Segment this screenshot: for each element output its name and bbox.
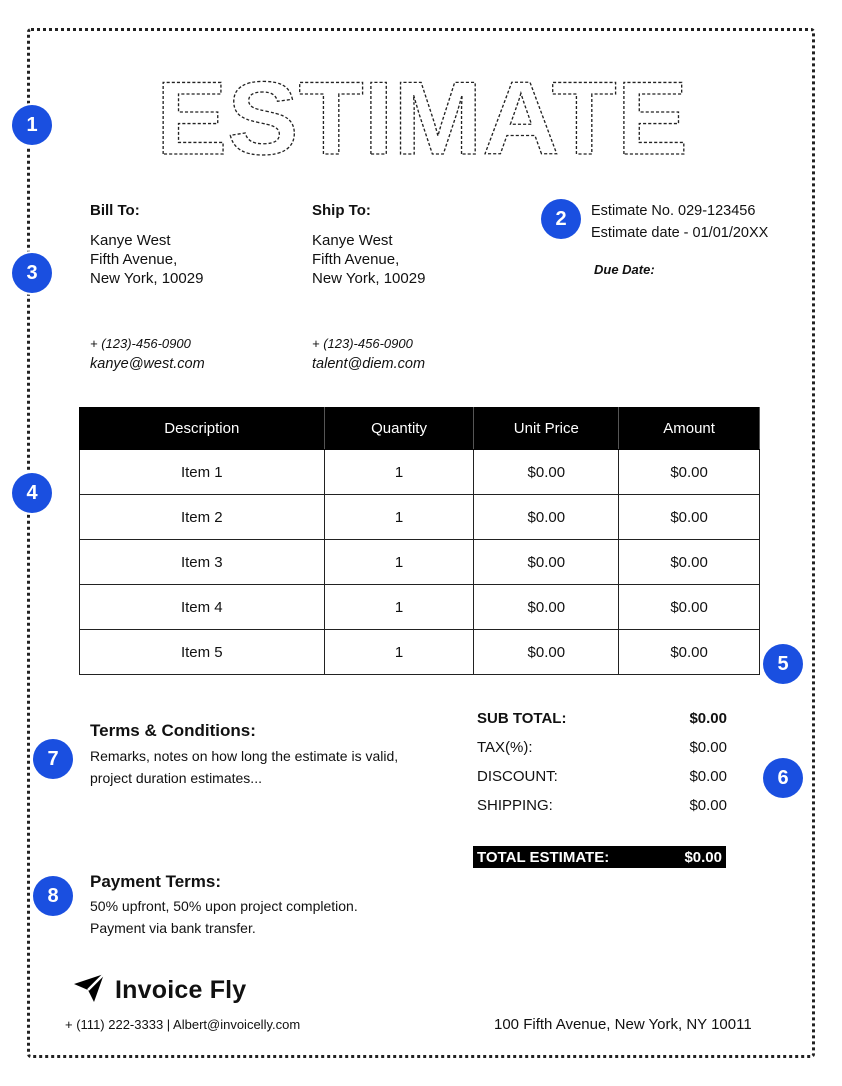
marker-2: 2 — [541, 199, 581, 239]
brand-name: Invoice Fly — [115, 976, 247, 1004]
tax-label: TAX(%): — [477, 739, 533, 756]
item-description: Item 4 — [80, 585, 325, 630]
ship-to-address: Kanye West Fifth Avenue, New York, 10029 — [312, 232, 426, 287]
terms-title: Terms & Conditions: — [90, 721, 256, 740]
column-header: Description — [80, 408, 325, 450]
bill-to-phone: + (123)-456-0900 — [90, 336, 191, 351]
column-header: Unit Price — [474, 408, 619, 450]
tax-row — [477, 733, 727, 762]
item-description: Item 1 — [80, 450, 325, 495]
bill-to-address: Kanye West Fifth Avenue, New York, 10029 — [90, 232, 204, 287]
item-amount: $0.00 — [619, 450, 760, 495]
ship-to-phone: + (123)-456-0900 — [312, 336, 413, 351]
item-amount: $0.00 — [619, 630, 760, 675]
item-amount: $0.00 — [619, 495, 760, 540]
estimate-date: Estimate date - 01/01/20XX — [591, 225, 769, 241]
table-row — [80, 585, 760, 630]
marker-7: 7 — [33, 739, 73, 779]
shipping-value: $0.00 — [689, 797, 727, 814]
brand-logo — [72, 972, 246, 1009]
bill-to-label: Bill To: — [90, 202, 140, 219]
paper-plane-icon — [72, 972, 106, 1009]
discount-label: DISCOUNT: — [477, 768, 558, 785]
tax-value: $0.00 — [689, 739, 727, 756]
subtotal-row — [477, 704, 727, 733]
item-quantity: 1 — [324, 495, 474, 540]
item-quantity: 1 — [324, 540, 474, 585]
table-row — [80, 540, 760, 585]
item-unit-price: $0.00 — [474, 450, 619, 495]
due-date-label: Due Date: — [594, 262, 655, 277]
shipping-row — [477, 791, 727, 820]
ship-to-contact — [312, 333, 425, 375]
ship-to-label: Ship To: — [312, 202, 371, 219]
item-unit-price: $0.00 — [474, 585, 619, 630]
item-quantity: 1 — [324, 450, 474, 495]
item-description: Item 2 — [80, 495, 325, 540]
item-description: Item 3 — [80, 540, 325, 585]
column-header: Amount — [619, 408, 760, 450]
item-unit-price: $0.00 — [474, 540, 619, 585]
bill-to-contact — [90, 333, 205, 375]
payment-terms-title: Payment Terms: — [90, 872, 222, 891]
item-quantity: 1 — [324, 585, 474, 630]
marker-1: 1 — [12, 105, 52, 145]
marker-8: 8 — [33, 876, 73, 916]
shipping-label: SHIPPING: — [477, 797, 553, 814]
footer-contact: + (111) 222-3333 | Albert@invoicelly.com — [65, 1017, 301, 1032]
discount-row — [477, 762, 727, 791]
total-estimate-bar — [473, 846, 726, 868]
document-title — [150, 70, 695, 165]
terms-body: Remarks, notes on how long the estimate is valid, project duration estimates... — [90, 748, 399, 786]
subtotal-label: SUB TOTAL: — [477, 710, 567, 727]
estimate-meta — [591, 200, 768, 244]
table-header-row — [80, 408, 760, 450]
marker-3: 3 — [12, 253, 52, 293]
marker-6: 6 — [763, 758, 803, 798]
item-amount: $0.00 — [619, 585, 760, 630]
total-estimate-label: TOTAL ESTIMATE: — [477, 848, 610, 866]
total-estimate-value: $0.00 — [684, 848, 722, 866]
item-unit-price: $0.00 — [474, 495, 619, 540]
column-header: Quantity — [324, 408, 474, 450]
item-quantity: 1 — [324, 630, 474, 675]
marker-4: 4 — [12, 473, 52, 513]
totals-section — [477, 704, 727, 820]
item-amount: $0.00 — [619, 540, 760, 585]
item-unit-price: $0.00 — [474, 630, 619, 675]
table-row — [80, 495, 760, 540]
table-row — [80, 450, 760, 495]
payment-terms-body: 50% upfront, 50% upon project completion. Payment via bank transfer. — [90, 898, 358, 936]
title-text: ESTIMATE — [156, 70, 688, 165]
bill-to-email: kanye@west.com — [90, 356, 205, 372]
subtotal-value: $0.00 — [689, 710, 727, 727]
marker-5: 5 — [763, 644, 803, 684]
table-row — [80, 630, 760, 675]
items-table — [79, 407, 760, 675]
discount-value: $0.00 — [689, 768, 727, 785]
ship-to-email: talent@diem.com — [312, 356, 426, 372]
estimate-number: Estimate No. 029-123456 — [591, 203, 756, 219]
footer-address: 100 Fifth Avenue, New York, NY 10011 — [494, 1016, 752, 1033]
item-description: Item 5 — [80, 630, 325, 675]
